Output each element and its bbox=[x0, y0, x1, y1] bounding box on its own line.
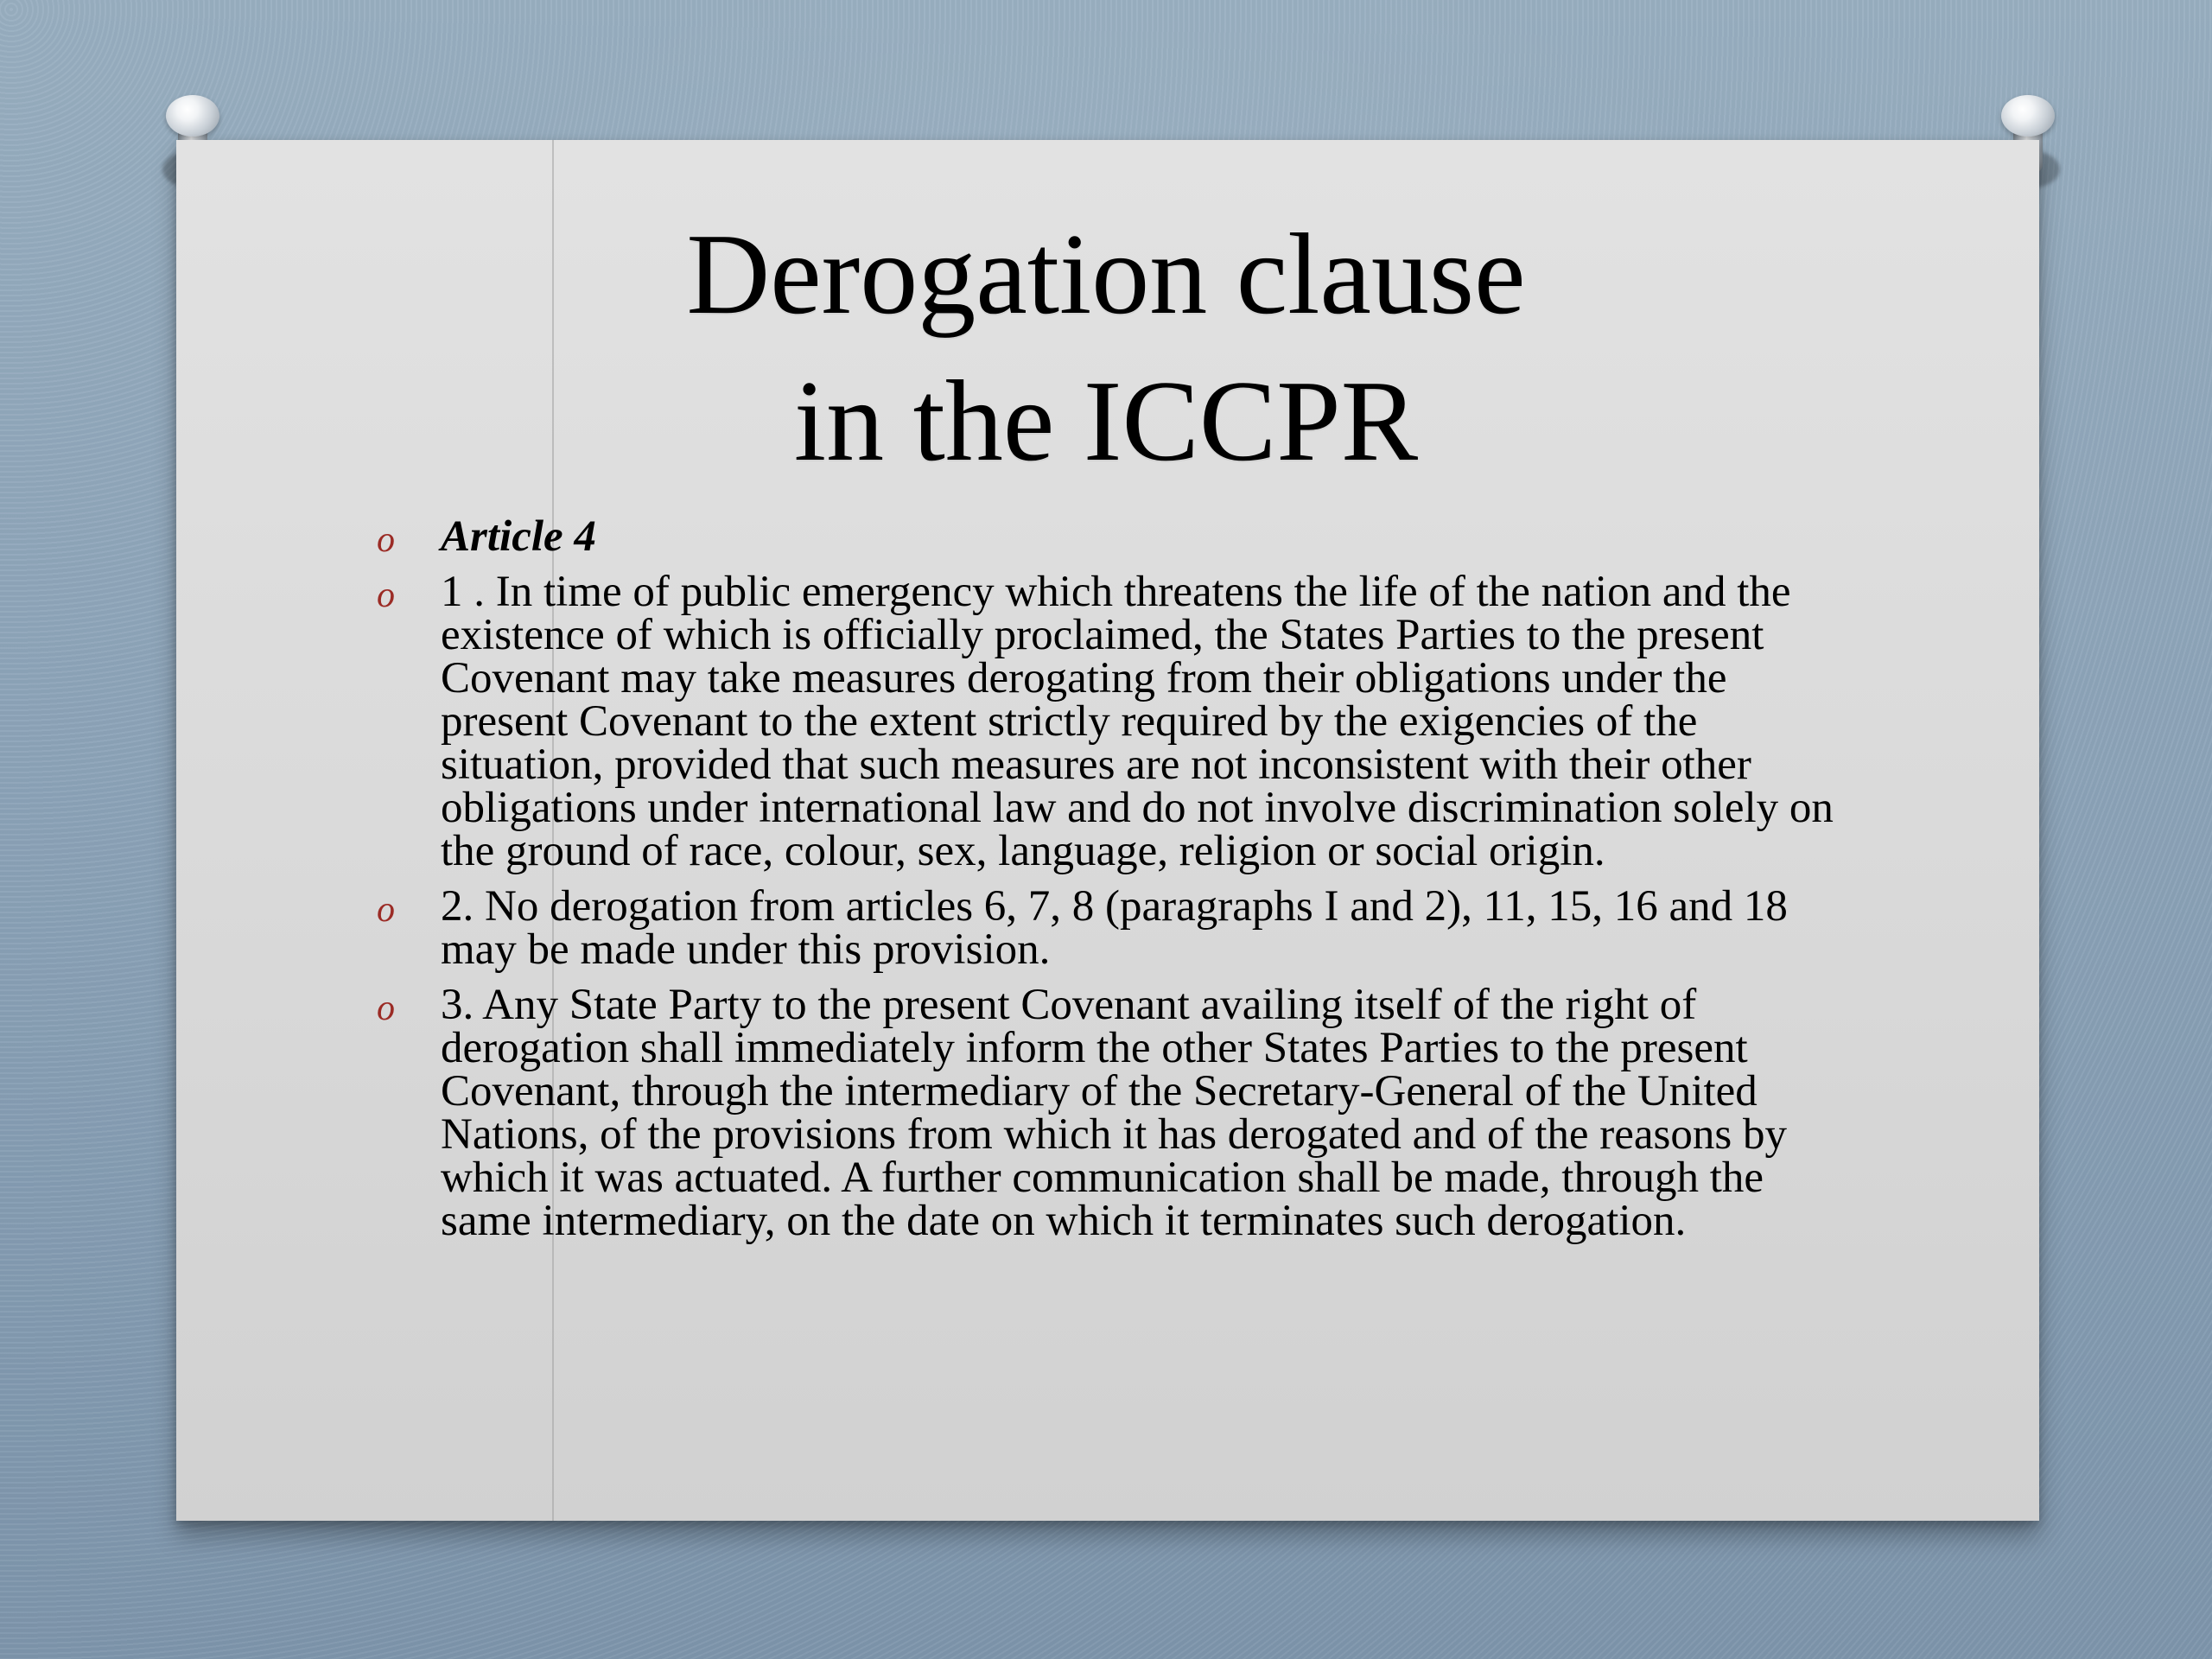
push-pin-head-icon bbox=[166, 95, 219, 137]
slide-content bbox=[372, 512, 1858, 1255]
paragraph-1: 1 . In time of public emergency which threatens the life of the nation and the existence of which is officially proclaimed, the States Parties to the present Covenant may take measures derogating from their obligations under the present Covenant to the extent strictly required by the exigencies of the situation, provided that such measures are not inconsistent with their other obligations under international law and do not involve discrimination solely on the ground of race, colour, sex, language, religion or social origin. bbox=[441, 568, 1834, 875]
o-bullet-icon: o bbox=[377, 890, 395, 930]
list-item-paragraph-1 bbox=[372, 570, 1858, 873]
list-item-paragraph-3 bbox=[372, 983, 1858, 1243]
list-item-paragraph-2 bbox=[372, 882, 1858, 974]
article-heading: Article 4 bbox=[441, 512, 596, 561]
list-item-article-heading bbox=[372, 512, 1858, 561]
paragraph-3: 3. Any State Party to the present Covenant availing itself of the right of derogation shall immediately inform the other States Parties to the present Covenant, through the intermediary of the Secretary-General of the United Nations, of the provisions from which it has derogated and of the reasons by which it was actuated. A further communication shall be made, through the same intermediary, on the date on which it terminates such derogation. bbox=[441, 981, 1787, 1245]
o-bullet-icon: o bbox=[377, 520, 395, 560]
slide-title-line-2: in the ICCPR bbox=[793, 357, 1419, 485]
o-bullet-icon: o bbox=[377, 988, 395, 1028]
o-bullet-icon: o bbox=[377, 575, 395, 615]
push-pin-head-icon bbox=[2001, 95, 2055, 137]
slide-title-line-1: Derogation clause bbox=[686, 210, 1526, 338]
slide-title bbox=[432, 200, 1780, 494]
paragraph-2: 2. No derogation from articles 6, 7, 8 (paragraphs I and 2), 11, 15, 16 and 18 may be made under this provision. bbox=[441, 882, 1788, 974]
